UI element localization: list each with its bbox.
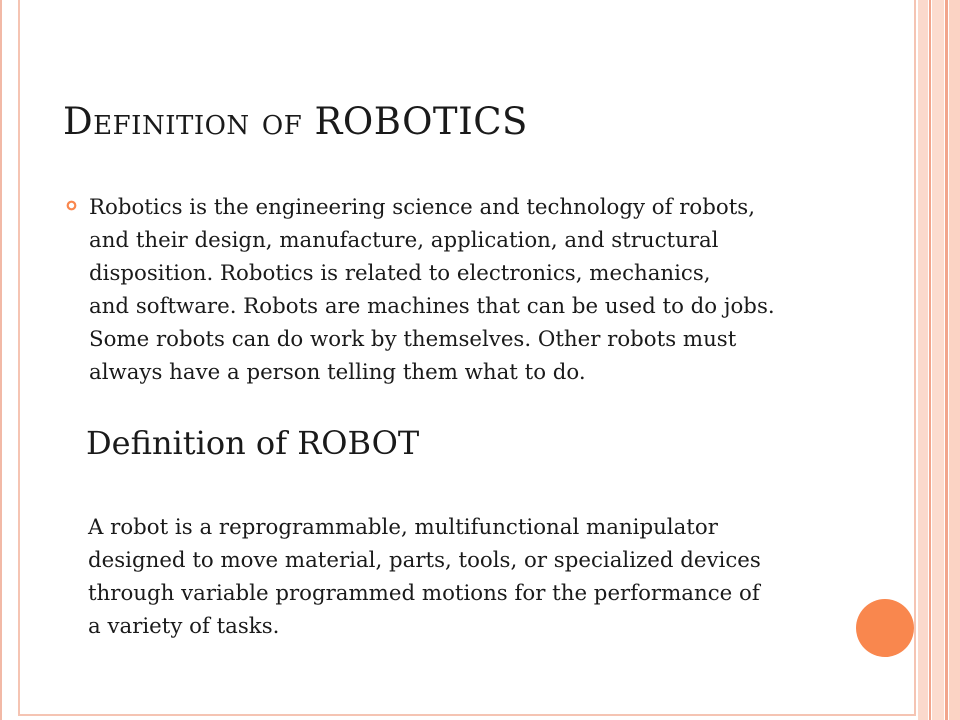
- robotics-definition-paragraph: [89, 191, 889, 389]
- paragraph-line: Some robots can do work by themselves. Other robots must: [89, 327, 737, 352]
- title-main: ROBOTICS: [314, 100, 528, 143]
- title-lead: Definition of: [63, 100, 315, 143]
- paragraph-line: A robot is a reprogrammable, multifunctional manipulator: [88, 515, 718, 540]
- paragraph-line: Robotics is the engineering science and technology of robots,: [89, 195, 755, 220]
- paragraph-line: through variable programmed motions for the performance of: [88, 581, 760, 606]
- right-stripe: [945, 0, 948, 720]
- paragraph-line: always have a person telling them what to do.: [89, 360, 586, 385]
- right-stripe: [918, 0, 928, 720]
- right-stripe: [949, 0, 960, 720]
- paragraph-line: and software. Robots are machines that can be used to do jobs.: [89, 294, 775, 319]
- paragraph-line: disposition. Robotics is related to electronics, mechanics,: [89, 261, 711, 286]
- paragraph-line: a variety of tasks.: [88, 614, 280, 639]
- frame-left-line: [0, 0, 2, 720]
- section-subtitle: Definition of ROBOT: [86, 424, 420, 462]
- right-stripe: [932, 0, 944, 720]
- slide-title: [63, 100, 528, 143]
- hollow-circle-bullet-icon: [66, 200, 77, 211]
- right-stripe: [929, 0, 931, 720]
- robot-definition-paragraph: [88, 511, 888, 643]
- paragraph-line: and their design, manufacture, application, and structural: [89, 228, 719, 253]
- paragraph-line: designed to move material, parts, tools, or specialized devices: [88, 548, 761, 573]
